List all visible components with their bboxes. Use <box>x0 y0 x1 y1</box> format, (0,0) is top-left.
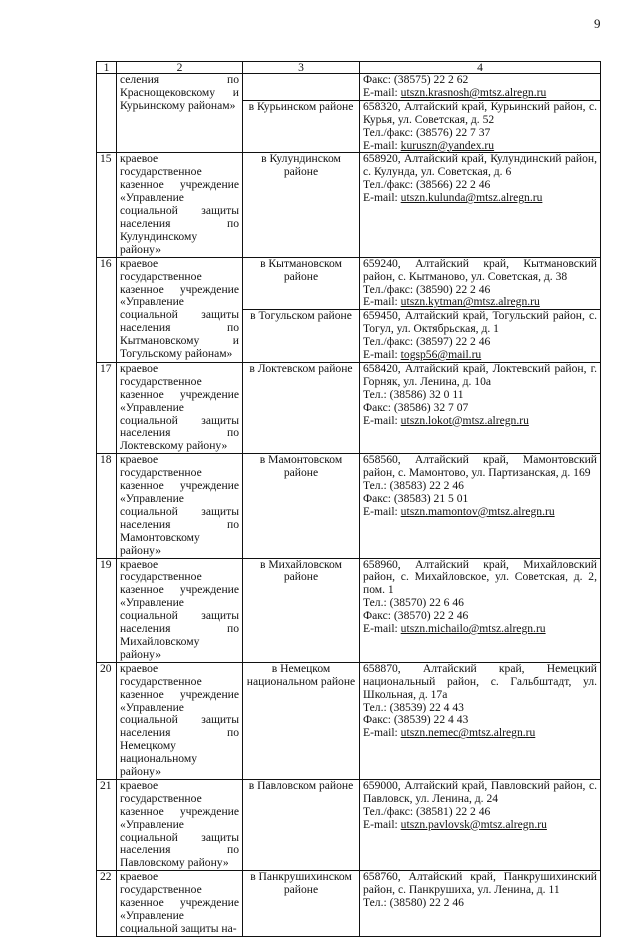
row-number: 15 <box>97 153 117 257</box>
table-row <box>97 257 601 310</box>
contacts-table <box>96 61 601 937</box>
contact-details <box>360 310 601 363</box>
contact-line: Тел.: (38539) 22 4 43 <box>363 700 464 714</box>
district-name: в Тогульском районе <box>243 310 360 363</box>
contact-line: Тел./факс: (38597) 22 2 46 <box>363 335 491 349</box>
contact-details <box>360 871 601 937</box>
header-cell: 2 <box>117 62 243 74</box>
row-number: 19 <box>97 558 117 662</box>
row-number: 22 <box>97 871 117 937</box>
organization-name: краевое государственное казенное учреждение «Управление социальной защиты населения по Немецкому национальному району» <box>117 662 243 779</box>
contact-line: 658920, Алтайский край, Кулундинский район, с. Кулунда, ул. Советская, д. 6 <box>363 152 597 179</box>
table-row <box>97 779 601 870</box>
header-cell: 1 <box>97 62 117 74</box>
contact-details <box>360 257 601 310</box>
contact-details <box>360 100 601 153</box>
contact-line: Тел.: (38586) 32 0 11 <box>363 387 464 401</box>
contact-line: 658320, Алтайский край, Курьинский район, с. Курья, ул. Советская, д. 52 <box>363 99 597 126</box>
contact-line: Факс: (38586) 32 7 07 <box>363 400 469 414</box>
contact-line: 658760, Алтайский край, Панкрушихинский район, с. Панкрушиха, ул. Ленина, д. 11 <box>363 870 597 897</box>
district-name <box>243 74 360 101</box>
organization-name: краевое государственное казенное учреждение «Управление социальной защиты населения по Локтевскому району» <box>117 362 243 453</box>
contact-line: Факс: (38583) 21 5 01 <box>363 492 469 505</box>
contact-details <box>360 454 601 558</box>
table-row <box>97 871 601 937</box>
table-row <box>97 74 601 101</box>
district-name: в Панкрушихинском районе <box>243 871 360 937</box>
district-name: в Локтевском районе <box>243 362 360 453</box>
email-address[interactable]: E-mail: utszn.kulunda@mtsz.alregn.ru <box>363 191 543 205</box>
header-cell: 4 <box>360 62 601 74</box>
contact-details <box>360 74 601 101</box>
table-row <box>97 153 601 257</box>
email-address[interactable]: E-mail: togsp56@mail.ru <box>363 348 482 362</box>
row-number: 16 <box>97 257 117 362</box>
organization-name: краевое государственное казенное учреждение «Управление социальной защиты населения по Кытмановскому и Тогульскому районам» <box>117 257 243 362</box>
contact-details <box>360 153 601 257</box>
email-address[interactable]: E-mail: utszn.michailo@mtsz.alregn.ru <box>363 622 546 636</box>
page-number: 9 <box>594 16 601 31</box>
row-number: 18 <box>97 454 117 558</box>
email-address[interactable]: E-mail: utszn.lokot@mtsz.alregn.ru <box>363 413 529 427</box>
organization-name: краевое государственное казенное учреждение «Управление социальной защиты населения по Кулундинскому району» <box>117 153 243 257</box>
email-address[interactable]: E-mail: utszn.mamontov@mtsz.alregn.ru <box>363 504 555 518</box>
contact-line: Тел.: (38583) 22 2 46 <box>363 479 464 493</box>
district-name: в Павловском районе <box>243 779 360 870</box>
contact-details <box>360 362 601 453</box>
contact-line: 659240, Алтайский край, Кытмановский район, с. Кытманово, ул. Советская, д. 38 <box>363 256 597 283</box>
contact-line: Тел.: (38580) 22 2 46 <box>363 896 464 910</box>
email-address[interactable]: E-mail: utszn.krasnosh@mtsz.alregn.ru <box>363 85 547 99</box>
district-name: в Курьинском районе <box>243 100 360 153</box>
row-number: 17 <box>97 362 117 453</box>
contact-line: Тел./факс: (38590) 22 2 46 <box>363 282 491 296</box>
organization-name: краевое государственное казенное учреждение «Управление социальной защиты населения по Мамонтовскому району» <box>117 454 243 558</box>
table-row <box>97 454 601 558</box>
organization-name: селения по Краснощековскому и Курьинскому районам» <box>117 74 243 153</box>
table-row <box>97 558 601 662</box>
email-address[interactable]: E-mail: utszn.pavlovsk@mtsz.alregn.ru <box>363 817 547 831</box>
contact-line: Факс: (38570) 22 2 46 <box>363 609 469 623</box>
contact-line: 658420, Алтайский край, Локтевский район, г. Горняк, ул. Ленина, д. 10а <box>363 361 597 388</box>
header-cell: 3 <box>243 62 360 74</box>
contact-line: Тел./факс: (38576) 22 7 37 <box>363 125 491 139</box>
contact-line: 659450, Алтайский край, Тогульский район, с. Тогул, ул. Октябрьская, д. 1 <box>363 309 597 336</box>
contact-line: Тел./факс: (38581) 22 2 46 <box>363 804 491 818</box>
row-number: 20 <box>97 662 117 779</box>
contact-line: Факс: (38539) 22 4 43 <box>363 713 469 727</box>
district-name: в Кытмановском районе <box>243 257 360 310</box>
table-header-row <box>97 62 601 74</box>
table-row <box>97 662 601 779</box>
contact-details <box>360 662 601 779</box>
organization-name: краевое государственное казенное учреждение «Управление социальной защиты на- <box>117 871 243 937</box>
row-number <box>97 74 117 153</box>
contact-details <box>360 558 601 662</box>
organization-name: краевое государственное казенное учреждение «Управление социальной защиты населения по Михайловскому району» <box>117 558 243 662</box>
organization-name: краевое государственное казенное учреждение «Управление социальной защиты населения по Павловскому району» <box>117 779 243 870</box>
email-address[interactable]: E-mail: utszn.nemec@mtsz.alregn.ru <box>363 726 536 740</box>
email-address[interactable]: E-mail: kuruszn@yandex.ru <box>363 138 495 152</box>
district-name: в Михайловском районе <box>243 558 360 662</box>
contact-line: 658960, Алтайский край, Михайловский район, с. Михайловское, ул. Советская, д. 2, пом. 1 <box>363 557 597 597</box>
email-address[interactable]: E-mail: utszn.kytman@mtsz.alregn.ru <box>363 295 540 309</box>
district-name: в Кулундинском районе <box>243 153 360 257</box>
district-name: в Немецком национальном районе <box>243 662 360 779</box>
contact-line: 659000, Алтайский край, Павловский район, с. Павловск, ул. Ленина, д. 24 <box>363 778 597 805</box>
row-number: 21 <box>97 779 117 870</box>
district-name: в Мамонтовском районе <box>243 454 360 558</box>
contact-details <box>360 779 601 870</box>
table-row <box>97 362 601 453</box>
contact-line: Тел.: (38570) 22 6 46 <box>363 596 464 610</box>
contact-line: Факс: (38575) 22 2 62 <box>363 73 469 86</box>
contact-line: 658870, Алтайский край, Немецкий национальный район, с. Гальбштадт, ул. Школьная, д. 17а <box>363 661 597 701</box>
contact-line: Тел./факс: (38566) 22 2 46 <box>363 178 491 192</box>
contact-line: 658560, Алтайский край, Мамонтовский район, с. Мамонтово, ул. Партизанская, д. 169 <box>363 453 597 480</box>
